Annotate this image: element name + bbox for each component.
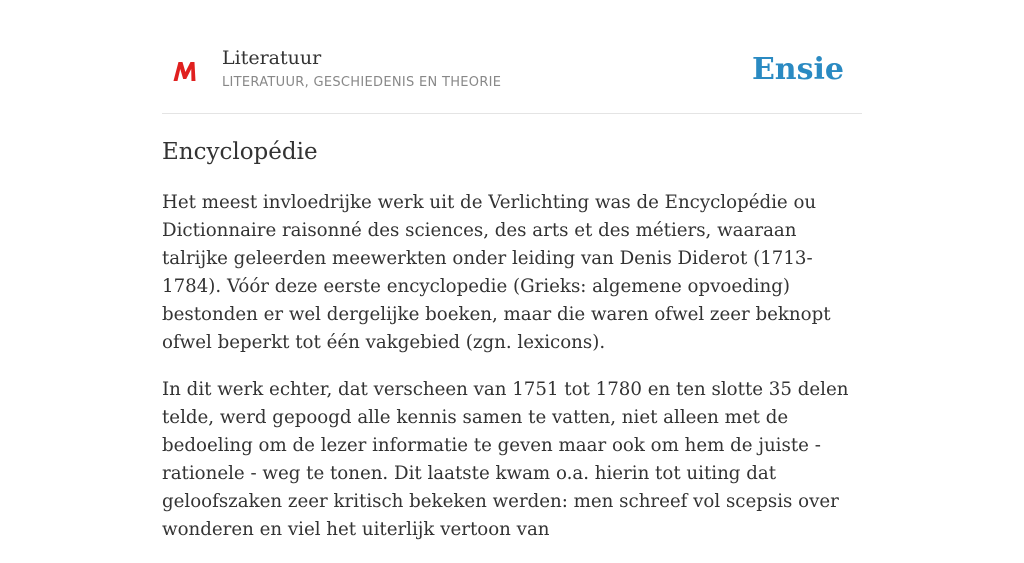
site-title[interactable]: Literatuur — [222, 47, 322, 69]
brand-logo-link[interactable]: Ensie — [751, 52, 844, 87]
article-paragraph: Het meest invloedrijke werk uit de Verlichting was de Encyclopédie ou Dictionnaire raisonné des sciences, des arts et des métiers, waaraan talrijke geleerden meewerkten onder leiding van Denis Diderot (1713-1784). Vóór deze eerste encyclopedie (Grieks: algemene opvoeding) bestonden er wel dergelijke boeken, maar die waren ofwel zeer beknopt ofwel beperkt tot één vakgebied (zgn. lexicons). — [162, 192, 831, 353]
site-subtitle: LITERATUUR, GESCHIEDENIS EN THEORIE — [222, 75, 502, 90]
article-body — [162, 189, 862, 563]
article-title: Encyclopédie — [162, 139, 318, 165]
site-header — [162, 40, 862, 114]
article-paragraph: In dit werk echter, dat verscheen van 1751 tot 1780 en ten slotte 35 delen telde, werd gepoogd alle kennis samen te vatten, niet alleen met de bedoeling om de lezer informatie te geven maar ook om hem de juiste - rationele - weg te tonen. Dit laatste kwam o.a. hierin tot uiting dat geloofszaken zeer kritisch bekeken werden: men schreef vol scepsis over wonderen en viel het uiterlijk vertoon van — [162, 379, 849, 540]
m-logo-icon[interactable] — [172, 57, 198, 83]
